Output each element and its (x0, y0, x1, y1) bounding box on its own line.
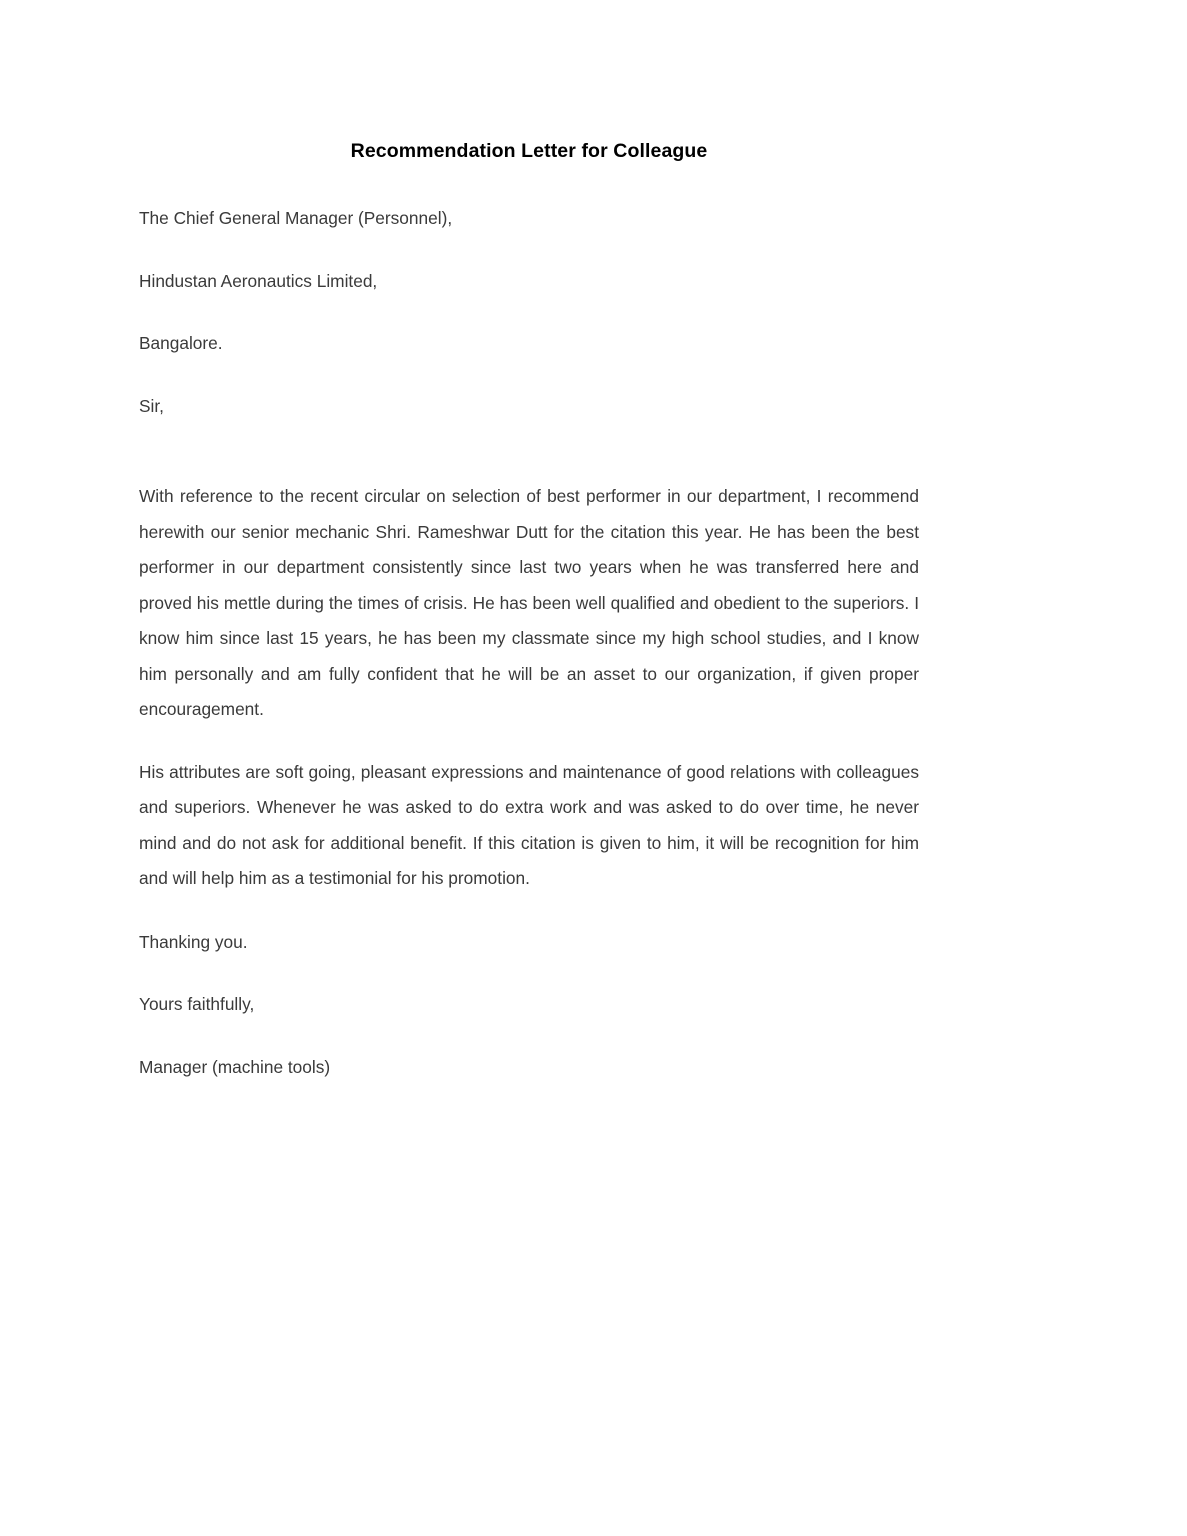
signature-designation: Manager (machine tools) (139, 1056, 331, 1077)
body-paragraph: His attributes are soft going, pleasant expressions and maintenance of good relations with colleagues and superiors. Whenever he was asked to do extra work and was asked to do over time, he never mind and do not ask for additional benefit. If this citation is given to him, it will be recognition for him and will help him as a testimonial for his promotion. (139, 761, 919, 888)
salutation: Sir, (139, 395, 164, 416)
address-line: Hindustan Aeronautics Limited, (139, 270, 378, 291)
address-line: Bangalore. (139, 333, 223, 353)
closing-valediction: Yours faithfully, (139, 994, 255, 1014)
closing-thanks: Thanking you. (139, 931, 248, 952)
address-line: The Chief General Manager (Personnel), (139, 208, 453, 228)
letter-body-block (139, 479, 919, 897)
body-paragraph: With reference to the recent circular on selection of best performer in our department, I recommend herewith our senior mechanic Shri. Rameshwar Dutt for the citation this year. He has been the best performer in our department consistently since last two years when he was transferred here and proved his mettle during the times of crisis. He has been well qualified and obedient to the superiors. I know him since last 15 years, he has been my classmate since my high school studies, and I know him personally and am fully confident that he will be an asset to our organization, if given proper encouragement. (139, 486, 919, 719)
letter-content (139, 0, 919, 1077)
page-title: Recommendation Letter for Colleague (350, 140, 708, 162)
recipient-address-block (139, 201, 919, 424)
letter-closing-block (139, 925, 919, 1086)
